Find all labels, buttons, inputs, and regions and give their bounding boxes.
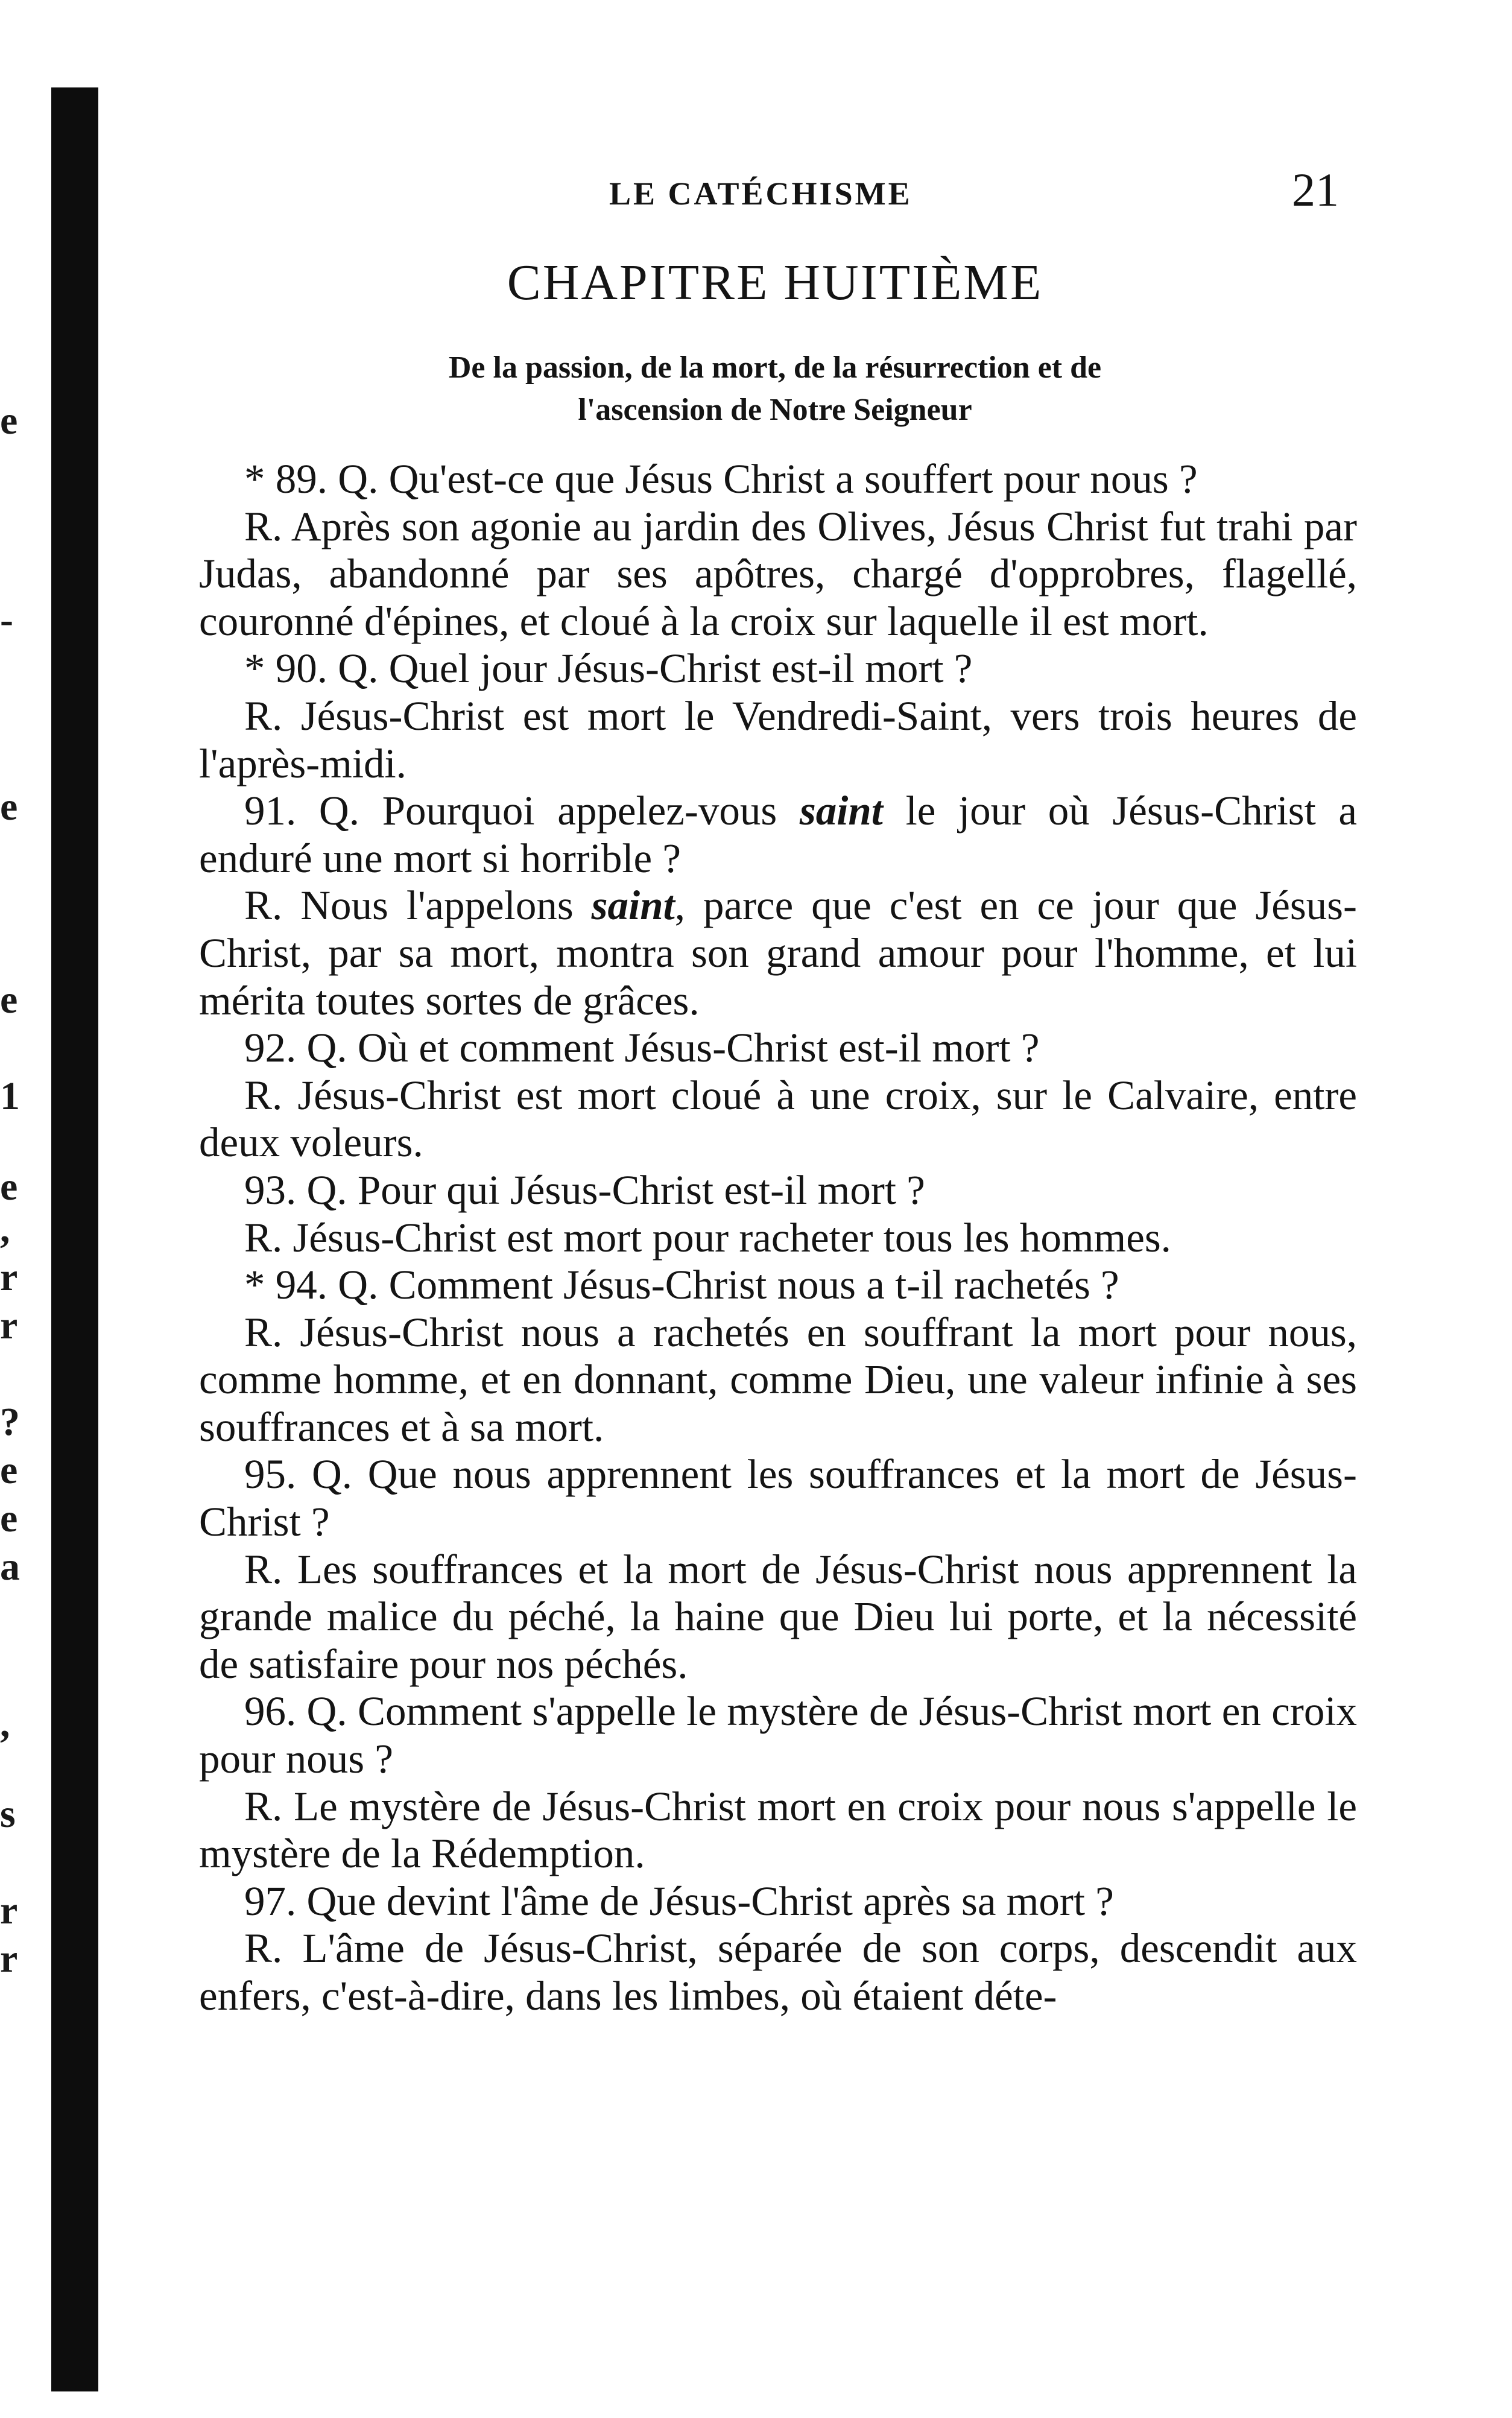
spine-fragment: 1: [0, 1074, 20, 1118]
spine-fragment: ?: [0, 1400, 20, 1444]
question-97: 97. Que devint l'âme de Jésus-Christ après sa mort ?: [244, 1878, 1114, 1924]
book-binding-shadow: [51, 87, 98, 2391]
answer-94: R. Jésus-Christ nous a rachetés en souffrant la mort pour nous, comme homme, et en donnant, comme Dieu, une valeur infinie à ses souffrances et à sa mort.: [199, 1309, 1357, 1450]
italic-word: saint: [799, 788, 883, 834]
answer-93: R. Jésus-Christ est mort pour racheter tous les hommes.: [244, 1214, 1171, 1261]
spine-fragment: e: [0, 1496, 18, 1540]
spine-fragment: e: [0, 785, 18, 829]
answer-91-end: , parce que c'est en ce jour que Jésus-Christ, par sa mort, montra son grand amour pour l'homme, et lui mérita toutes sortes de grâces.: [199, 882, 1358, 1024]
facing-page-bleed: [0, 0, 36, 2418]
catechism-text: [199, 455, 1357, 2020]
chapter-subtitle: [199, 347, 1351, 431]
page-header: [199, 163, 1351, 229]
subtitle-line-1: De la passion, de la mort, de la résurrection et de: [448, 350, 1102, 385]
spine-fragment: r: [0, 1255, 18, 1299]
spine-fragment: ,: [0, 1701, 10, 1745]
question-93: 93. Q. Pour qui Jésus-Christ est-il mort ?: [244, 1166, 925, 1213]
spine-fragment: e: [0, 399, 18, 443]
spine-fragment: r: [0, 1937, 18, 1981]
spine-fragment: e: [0, 1165, 18, 1209]
spine-fragment: e: [0, 1448, 18, 1492]
answer-91: [199, 882, 1357, 1024]
italic-word: saint: [591, 882, 675, 929]
answer-95: R. Les souffrances et la mort de Jésus-Christ nous apprennent la grande malice du péché, la haine que Dieu lui porte, et la nécessité de satisfaire pour nos péchés.: [199, 1546, 1357, 1687]
question-91-start: 91. Q. Pourquoi appelez-vous: [244, 788, 777, 834]
question-91: [199, 787, 1357, 882]
subtitle-line-2: l'ascension de Notre Seigneur: [578, 393, 972, 427]
spine-fragment: r: [0, 1303, 18, 1347]
answer-89: R. Après son agonie au jardin des Olives, Jésus Christ fut trahi par Judas, abandonné par ses apôtres, chargé d'opprobres, flagellé, couronné d'épines, et cloué à la croix sur laquelle il est mort.: [199, 503, 1357, 644]
answer-92: R. Jésus-Christ est mort cloué à une croix, sur le Calvaire, entre deux voleurs.: [199, 1072, 1357, 1166]
answer-97: R. L'âme de Jésus-Christ, séparée de son corps, descendit aux enfers, c'est-à-dire, dans les limbes, où étaient déte-: [199, 1925, 1357, 2019]
question-91-end: le jour où Jésus-Christ a enduré une mort si horrible ?: [199, 788, 1358, 881]
question-94: * 94. Q. Comment Jésus-Christ nous a t-il rachetés ?: [244, 1262, 1119, 1308]
spine-fragment: s: [0, 1792, 16, 1836]
question-90: * 90. Q. Quel jour Jésus-Christ est-il mort ?: [244, 645, 973, 692]
spine-fragment: ,: [0, 1207, 10, 1251]
page-number: 21: [1292, 163, 1339, 216]
question-95: 95. Q. Que nous apprennent les souffrances et la mort de Jésus-Christ ?: [199, 1451, 1357, 1545]
question-89: * 89. Q. Qu'est-ce que Jésus Christ a souffert pour nous ?: [244, 456, 1198, 502]
answer-91-start: R. Nous l'appelons: [244, 882, 574, 929]
spine-fragment: -: [0, 598, 13, 642]
answer-90: R. Jésus-Christ est mort le Vendredi-Saint, vers trois heures de l'après-midi.: [199, 692, 1357, 786]
chapter-title: CHAPITRE HUITIÈME: [507, 255, 1043, 311]
spine-fragment: e: [0, 978, 18, 1022]
running-title: LE CATÉCHISME: [609, 176, 913, 212]
question-96: 96. Q. Comment s'appelle le mystère de Jésus-Christ mort en croix pour nous ?: [199, 1688, 1357, 1782]
question-92: 92. Q. Où et comment Jésus-Christ est-il mort ?: [244, 1025, 1040, 1071]
spine-fragment: a: [0, 1545, 20, 1589]
spine-fragment: r: [0, 1888, 18, 1932]
answer-96: R. Le mystère de Jésus-Christ mort en croix pour nous s'appelle le mystère de la Rédemption.: [199, 1783, 1357, 1877]
